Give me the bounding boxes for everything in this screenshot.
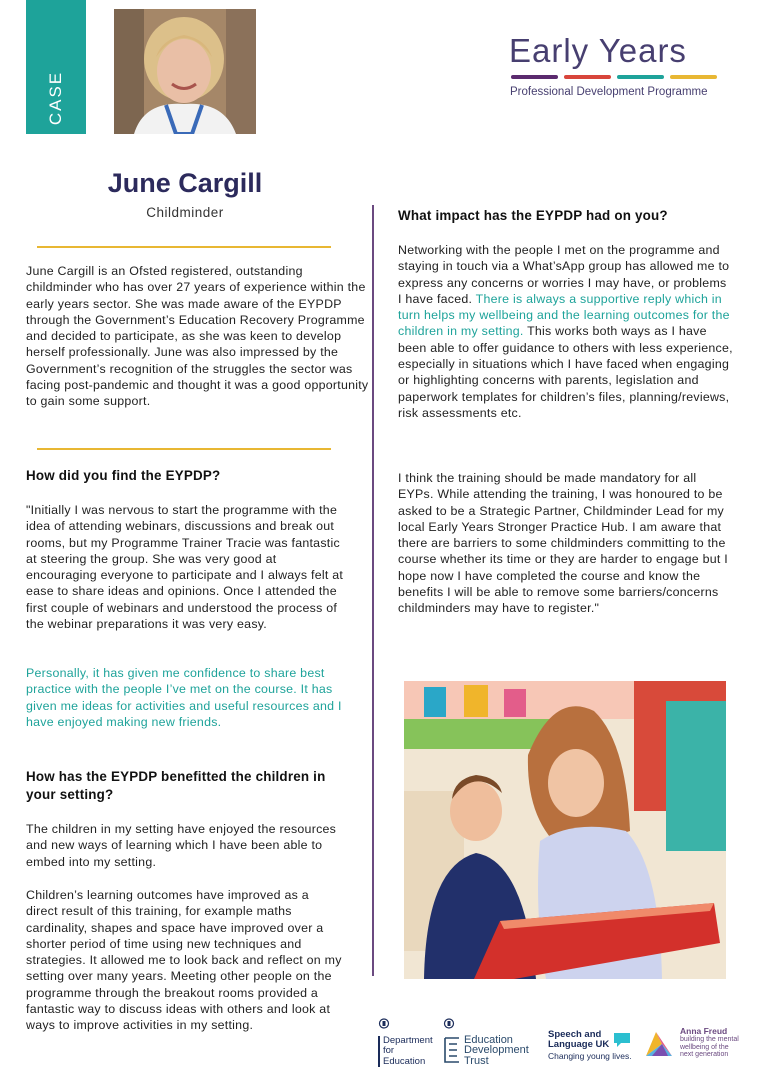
crest-icon [443, 1018, 455, 1029]
case-tab [26, 0, 86, 134]
dfe-line-2: for Education [383, 1045, 426, 1067]
edt-logo [443, 1018, 543, 1066]
anna-tagline-2: wellbeing of the [680, 1043, 729, 1051]
classroom-photo [404, 681, 726, 979]
impact-heading: What impact has the EYPDP had on you? [398, 208, 668, 223]
edt-mark-icon [443, 1035, 461, 1065]
case-label: CASE [46, 70, 65, 126]
anna-freud-logo [642, 1026, 747, 1062]
logo-subtitle: Professional Development Programme [510, 86, 708, 98]
sluk-line-1: Speech and [548, 1029, 602, 1040]
children-heading: How has the EYPDP benefitted the children in your setting? [26, 769, 326, 802]
portrait-photo [114, 9, 256, 134]
impact-paragraph-1 [398, 242, 733, 421]
column-divider [372, 205, 374, 976]
anna-freud-mark-icon [642, 1026, 676, 1062]
edt-line-2: Development [464, 1044, 529, 1056]
divider [37, 246, 331, 248]
sluk-tagline: Changing young lives. [548, 1051, 632, 1061]
impact-paragraph-2: I think the training should be made mandatory for all EYPs. While attending the training, I was honoured to be asked to be a Strategic Partner, Childminder Lead for my local Early Years Stronger Practice Hub. I am aware that there are barriers to some childminders committing to the course whether its time or they are harder to engage but I hope now I have completed the course and know the benefits I will be able to remove some barriers/concerns childminders may have to register." [398, 471, 728, 616]
impact-highlight: There is always a supportive reply which in turn helps my wellbeing and the learning outcomes for the children in my setting. [398, 291, 730, 339]
logo-bar-purple [511, 75, 558, 79]
logo-bar-teal [617, 75, 664, 79]
find-highlight: Personally, it has given me confidence to share best practice with the people I’ve met on the course. It has given me ideas for activities and useful resources and I have enjoyed making new friends. [26, 666, 342, 729]
crest-icon [378, 1018, 390, 1029]
intro-paragraph: June Cargill is an Ofsted registered, outstanding childminder who has over 27 years of experience within the early years sector. She was made aware of the EYPDP through the Government’s Education Recovery Programme and decided to participate, as she was keen to develop herself professionally. June was also impressed by the Government’s recognition of the struggles the sector was facing post-pandemic and thought it was a good opportunity to gain some support. [26, 264, 369, 409]
edt-line-1: Education [464, 1033, 513, 1046]
impact-text-start: Networking with the people I met on the programme and staying in touch via a What’sApp group has allowed me to express any concerns or worries I may have, or problems I have faced. [398, 243, 730, 306]
logo-title: Early Years [509, 32, 687, 69]
divider [37, 448, 331, 450]
logo-bar-red [564, 75, 611, 79]
anna-tagline-1: building the mental [680, 1036, 739, 1043]
early-years-logo [507, 32, 727, 112]
find-quote: "Initially I was nervous to start the programme with the idea of attending webinars, discussions and break out rooms, but my Programme Trainer Tracie was fantastic at steering the group. She was very good at encouraging everyone to participate and I always felt at ease to share ideas and opinions. Once I attended the first couple of webinars and understood the process of the webinar preparations it was very easy. [26, 503, 344, 632]
sluk-logo [548, 1030, 638, 1061]
profile-name: June Cargill [107, 168, 263, 198]
dfe-logo [378, 1018, 438, 1067]
dfe-line-1: Department [383, 1034, 433, 1046]
sluk-line-2: Language UK [548, 1039, 610, 1050]
profile-role: Childminder [146, 205, 224, 220]
logo-bars [511, 75, 717, 79]
find-heading: How did you find the EYPDP? [26, 468, 221, 483]
logo-bar-yellow [670, 75, 717, 79]
impact-text-end: This works both ways as I have been able to offer guidance to others with less experience, especially in situations which I have faced when engaging or highlighting concerns with parents, legislation and paperwork templates for children’s files, planning/reviews, risk assessments etc. [398, 324, 733, 420]
edt-line-3: Trust [464, 1054, 489, 1067]
anna-tagline-3: next generation [680, 1051, 729, 1058]
children-paragraph-1: The children in my setting have enjoyed the resources and new ways of learning which I have been able to embed into my setting. [26, 822, 337, 869]
speech-bubble-icon [612, 1031, 632, 1049]
children-paragraph-2: Children’s learning outcomes have improved as a direct result of this training, for example maths cardinality, shapes and space have improved over a shorter period of time using new techniques and strategies. It allowed me to look back and reflect on my setting over many years. Meeting other people on the programme through the breakout rooms provided a fantastic way to discuss ideas with others and look at ways to improve activities in my setting. [26, 888, 342, 1033]
anna-freud-title: Anna Freud [680, 1026, 728, 1036]
